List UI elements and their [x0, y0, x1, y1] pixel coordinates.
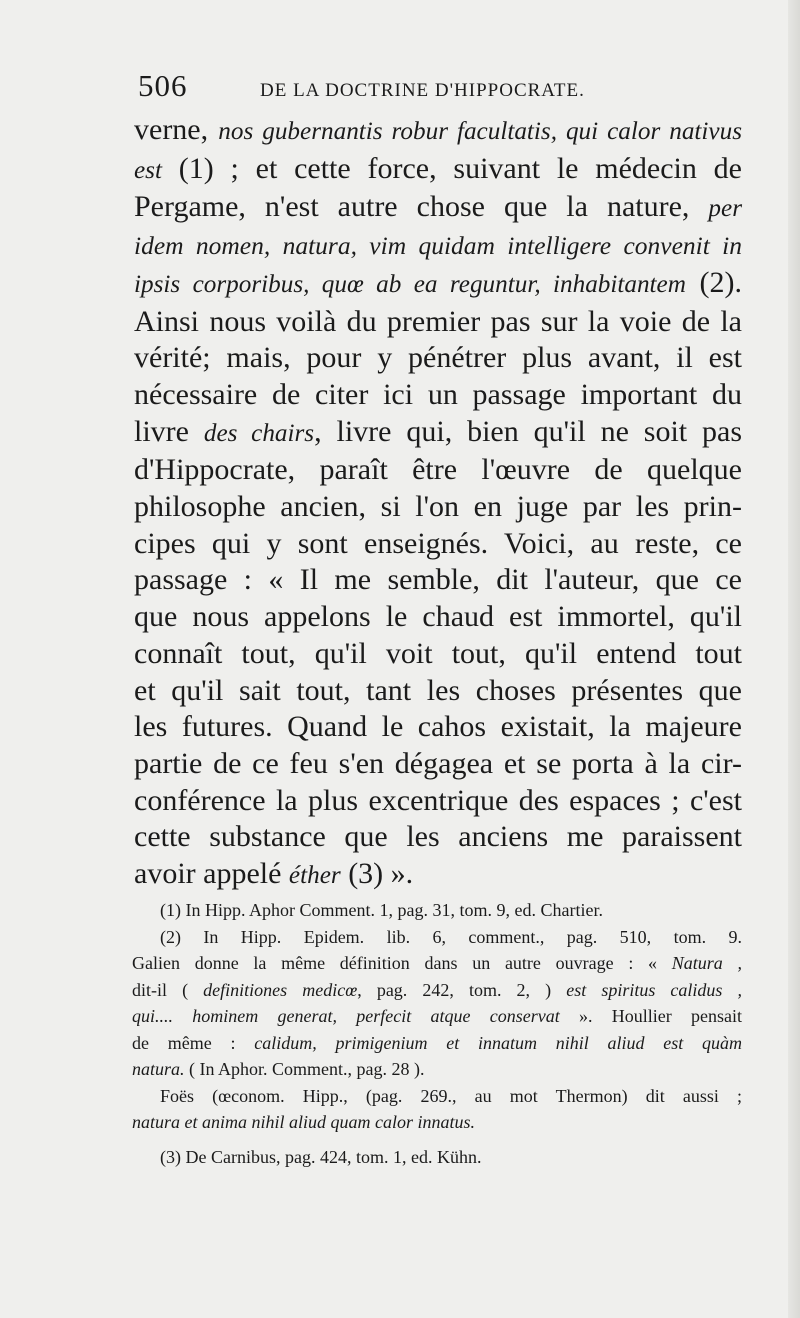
text-line: vérité; mais, pour y pénétrer plus avant, il est [134, 341, 742, 375]
footnote-line [132, 977, 742, 1004]
text-span: Pergame, n'est autre chose que la nature, [134, 190, 709, 224]
text-line: et qu'il sait tout, tant les choses présentes que [134, 673, 742, 707]
text-span: livre [134, 414, 204, 448]
footnote-1: (1) In Hipp. Aphor Comment. 1, pag. 31, tom. 9, ed. Chartier. [160, 900, 603, 920]
running-head: DE LA DOCTRINE D'HIPPOCRATE. [260, 80, 585, 101]
latin-quote: ipsis corporibus, quœ ab ea reguntur, inhabitantem [134, 270, 686, 298]
page-number: 506 [138, 68, 188, 103]
text-span: de même : [132, 1032, 255, 1053]
text-span: avoir appelé [134, 857, 289, 891]
text-line: d'Hippocrate, paraît être l'œuvre de quelque [134, 453, 742, 487]
text-span: (1) ; et cette force, suivant le médecin de [161, 151, 742, 185]
text-span: Galien donne la même définition dans un autre ouvrage : « [132, 953, 672, 973]
footnote-line [132, 1030, 742, 1057]
footnote-line: natura et anima nihil aliud quam calor innatus. [132, 1112, 476, 1132]
latin-quote: nos gubernantis robur facultatis, qui calor nativus [218, 118, 742, 145]
text-line: nécessaire de citer ici un passage important du [134, 377, 742, 411]
footnote-line [132, 1056, 742, 1083]
text-line: les futures. Quand le cahos existait, la majeure [134, 710, 742, 744]
text-line [134, 189, 742, 228]
latin-quote: est spiritus calidus , [566, 979, 742, 1000]
latin-quote: est [134, 156, 162, 184]
text-line [134, 112, 742, 151]
text-line: cette substance que les anciens me paraissent [134, 820, 742, 854]
page-header [138, 68, 738, 108]
text-line: Ainsi nous voilà du premier pas sur la voie de la [134, 304, 742, 338]
body-text [134, 112, 742, 895]
footnote-line [132, 950, 742, 977]
text-span: verne, [134, 113, 219, 146]
page-edge [788, 0, 800, 1318]
latin-quote-line: idem nomen, natura, vim quidam intelligere convenit in [134, 231, 742, 261]
text-span: ». Houllier pensait [559, 1006, 742, 1026]
text-span: dit-il ( [132, 979, 204, 1000]
text-span: , pag. 242, tom. 2, ) [357, 979, 567, 1000]
footnote-2: (2) In Hipp. Epidem. lib. 6, comment., pag. 510, tom. 9. [160, 926, 742, 947]
text-span: , livre qui, bien qu'il ne soit pas [314, 414, 743, 448]
footnotes [132, 897, 742, 1170]
latin-quote: definitiones medicœ [203, 979, 358, 1000]
book-title: des chairs [203, 419, 315, 447]
latin-quote: calidum, primigenium et innatum nihil aliud est quàm [254, 1032, 742, 1053]
footnote-3: (3) De Carnibus, pag. 424, tom. 1, ed. Kühn. [160, 1146, 482, 1167]
term: éther [288, 862, 341, 890]
text-line: partie de ce feu s'en dégagea et se porta à la cir- [134, 746, 742, 780]
text-line: conférence la plus excentrique des espaces ; c'est [134, 783, 742, 817]
text-line: passage : « Il me semble, dit l'auteur, que ce [134, 563, 742, 597]
text-line: connaît tout, qu'il voit tout, qu'il entend tout [134, 636, 742, 670]
latin-quote: per [708, 195, 742, 223]
text-line [134, 151, 742, 190]
text-span: ( In Aphor. Comment., pag. 28 ). [184, 1059, 425, 1079]
latin-quote: natura. [132, 1059, 185, 1079]
latin-quote: qui.... hominem generat, perfecit atque conservat [132, 1006, 560, 1026]
text-line: philosophe ancien, si l'on en juge par les prin- [134, 490, 742, 524]
footnote-line: Foës (œconom. Hipp., (pag. 269., au mot Thermon) dit aussi ; [160, 1085, 742, 1106]
text-span: (3) ». [340, 857, 414, 891]
text-span: (2). [685, 265, 743, 299]
text-line: cipes qui y sont enseignés. Voici, au reste, ce [134, 526, 742, 560]
latin-quote: Natura , [671, 953, 742, 973]
footnote-line [132, 1003, 742, 1030]
text-line [134, 414, 742, 453]
text-line: que nous appelons le chaud est immortel, qu'il [134, 600, 742, 634]
text-line [134, 265, 742, 304]
text-line [134, 856, 742, 895]
